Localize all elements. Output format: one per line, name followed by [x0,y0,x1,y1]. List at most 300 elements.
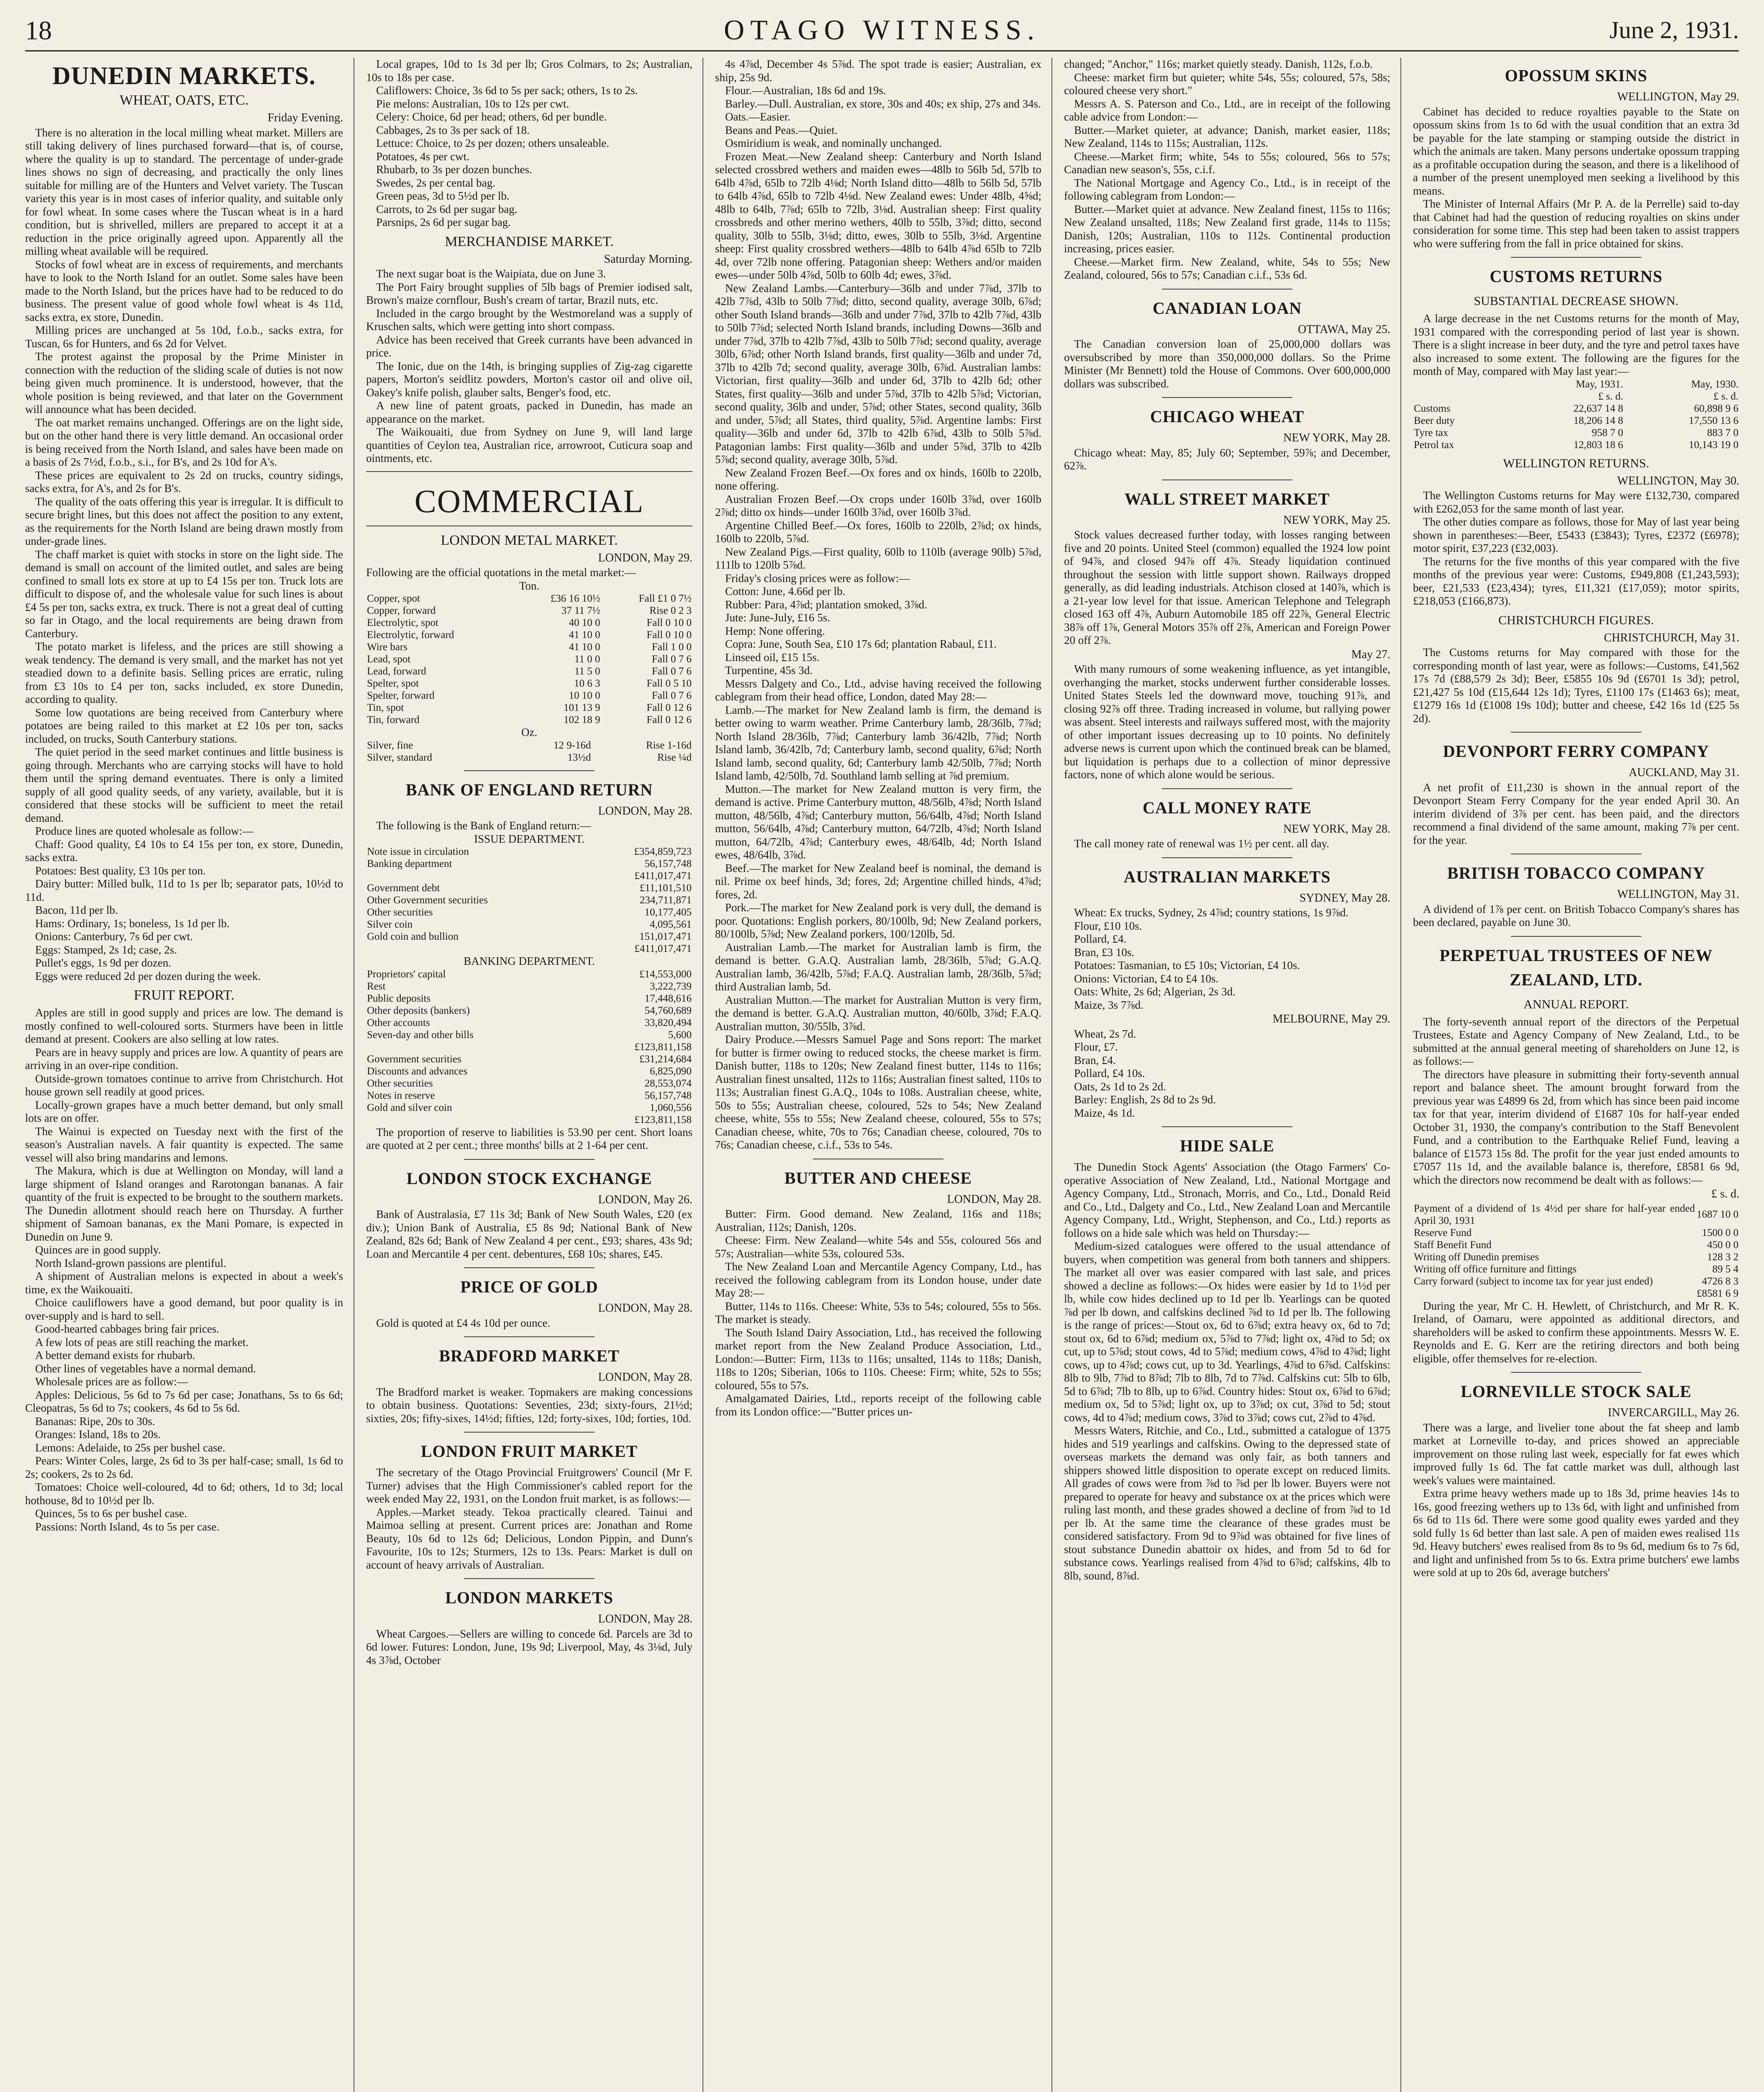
table-cell: 151,017,471 [639,931,692,942]
paragraph: North Island-grown passions are plentiful. [35,1256,226,1269]
table-cell: Tyre tax [1414,427,1449,438]
table-cell: Gold and silver coin [367,1102,452,1113]
paragraph: A dividend of 1⅞ per cent. on British Tobacco Company's shares has been declared, payable on June 30. [1413,902,1739,928]
paragraph: Pears: Winter Coles, large, 2s 6d to 3s per half-case; small, 1s 6d to 2s; cookers, 2s to 2s 6d. [25,1454,343,1480]
table-row [366,882,692,894]
paragraph: Australian Mutton.—The market for Australian Mutton is very firm, the demand is better. G.A.Q. Australian mutton, 40/60lb, 3⅞d; F.A.Q. Australian mutton, 30/55lb, 3⅞d. [715,993,1041,1033]
table-cell: Fall 0 10 0 [646,629,692,641]
column-4 [1064,58,1390,2092]
paragraph: Stocks of fowl wheat are in excess of requirements, and merchants have to look to the North Island for an outlet. Some sales have been made to the North Island, but the prices have had to be reduced to do business. The present value of good whole fowl wheat is 4s 11d, sacks extra, ex store, Dunedin. [25,258,343,323]
table-row [366,617,692,629]
paragraph: Jute: June-July, £16 5s. [725,611,830,624]
paragraph: Pollard, £4. [1074,933,1127,945]
divider [1162,479,1292,480]
paragraph: Cheese.—Market firm; white, 54s to 55s; coloured, 56s to 57s; Canadian new season's, 55s, c.i.f. [1064,150,1390,176]
paragraph: Cotton: June, 4.66d per lb. [725,585,846,597]
paragraph: The other duties compare as follows, those for May of last year being shown in parentheses:—Beer, £5433 (£3843); Tyres, £2372 (£6978); motor spirit, £37,223 (£32,003). [1413,515,1739,554]
call-money-rate-title: CALL MONEY RATE [1143,798,1312,817]
paragraph: A few lots of peas are still reaching the market. [35,1336,249,1349]
paragraph: Bananas: Ripe, 20s to 30s. [35,1415,155,1428]
divider [1162,857,1292,858]
paragraph: Choice cauliflowers have a good demand, but poor quality is in over-supply and is hard to sell. [25,1296,343,1322]
header-cell [1413,378,1509,390]
paragraph: Butter.—Market quiet at advance. New Zealand finest, 115s to 116s; New Zealand unsalted, 118s; New Zealand first grade, 114s to 115s; Danish, 120s; Australian, 110s to 112s. Continental production increasing, prices easier. [1064,203,1390,255]
paragraph: Beans and Peas.—Quiet. [725,123,838,136]
metal-table [366,592,692,726]
dateline: WELLINGTON, May 30. [1617,474,1739,487]
dateline: CHRISTCHURCH, May 31. [1604,631,1739,644]
paragraph: The Makura, which is due at Wellington on Monday, will land a large shipment of Island oranges and Rarotongan bananas. A fair quantity of the fruit is expected to be brought to the southern markets. The Dunedin allotment should reach here on Thursday. A further shipment of Samoan bananas, ex the Mani Pomare, is expected in Dunedin on June 9. [25,1164,343,1243]
paragraph: Cheese.—Market firm. New Zealand, white, 54s to 55s; New Zealand, coloured, 56s to 57s; Canadian c.i.f., 53s 6d. [1064,255,1390,281]
table-row [366,690,692,702]
paragraph: Pie melons: Australian, 10s to 12s per cwt. [376,97,569,110]
table-cell: Fall 0 12 6 [646,714,692,726]
table-cell: Other deposits (bankers) [367,1005,470,1016]
table-cell: 11 0 0 [574,654,600,665]
paragraph: Chaff: Good quality, £4 10s to £4 15s per ton, ex store, Dunedin, sacks extra. [25,838,343,864]
table-cell: 1500 0 0 [1702,1227,1738,1238]
paragraph: Dairy Produce.—Messrs Samuel Page and Sons report: The market for butter is firmer owing to reduced stocks, the cheese market is firm. Danish butter, 118s to 120s; New Zealand finest butter, 114s to 116s; Australian finest unsalted, 112s to 116s; Australian finest salted, 110s to 113s; Australian finest G.A.Q., 104s to 108s. Australian cheese, white, 50s to 55s; Australian cheese, coloured, 52s to 54s; New Zealand cheese, white, 55s to 55s; New Zealand cheese, coloured, 55s to 57s; Canadian cheese, white, 70s to 76s; Canadian cheese, coloured, 70s to 76s; Canadian cheese, c.i.f., 53s to 54s. [715,1033,1041,1151]
paragraph: Cheese: market firm but quieter; white 54s, 55s; coloured, 57s, 58s; coloured cheese very short." [1064,71,1390,97]
table-cell: Spelter, spot [367,678,419,689]
appropriation-table [1413,1202,1739,1300]
table-row [1413,1202,1739,1227]
table-cell: £11,101,510 [639,882,692,894]
table-row [1413,1227,1739,1239]
paragraph: Following are the official quotations in the metal market:— [366,566,636,579]
issue-date: June 2, 1931. [1609,16,1739,44]
price-of-gold-title: PRICE OF GOLD [460,1277,598,1296]
paragraph: Medium-sized catalogues were offered to the usual attendance of buyers, when competition was general from both tanners and shippers. The market all over was easier compared with last sale, and prices showed a decline as follows:—Ox hides were easier by 1d to 1½d per lb, while cow hides declined up to 1d per lb. Yearlings can be quoted ⅞d per lb down, and calfskins declined ⅞d to 1d per lb. The following is the range of prices:—Stout ox, 6d to 6⅞d; extra heavy ox, 6d to 7d; stout ox, 6d to 6⅞d; medium ox, 5⅞d to 7⅞d; light ox, 4⅞d to 5d; ox cut, up to 5⅞d; stout cows, 4d to 5⅞d; medium cows, 4⅞d to 4⅞d; light cows, up to 4⅞d; cows cut, up to 3d. Yearlings, 4⅞d to 6⅞d. Calfskins: 8lb to 9lb, 7⅞d to 8⅞d; 7lb to 8lb, 7d to 7⅞d. Calfskins cut: 5lb to 6lb, 5d to 6⅞d; 7lb to 8lb, up to 6⅞d. Country hides: Stout ox, 6⅞d to 6⅞d; medium ox, 5d to 5⅞d; light ox, up to 3⅞d; ox cut, 3⅞d to 5d; stout cows, 4d to 4⅞d; medium cows, 3⅞d to 3⅞d; cows cut, 2⅞d to 4⅞d. [1064,1240,1390,1424]
paragraph: Apples: Delicious, 5s 6d to 7s 6d per case; Jonathans, 5s to 6s 6d; Cleopatras, 5s 6d to 7s; cookers, 4s 6d to 5s 6d. [25,1388,343,1414]
paragraph: The Port Fairy brought supplies of 5lb bags of Premier iodised salt, Brown's maize cornflour, Bush's cream of tartar, Brazil nuts, etc. [366,280,692,306]
dateline: WELLINGTON, May 29. [1617,90,1739,103]
table-row [366,702,692,714]
dateline: LONDON, May 26. [598,1193,692,1206]
paragraph: The proportion of reserve to liabilities is 53.90 per cent. Short loans are quoted at 2 per cent.; three months' bills at 2 1-64 per cent. [366,1125,692,1151]
paragraph: Frozen Meat.—New Zealand sheep: Canterbury and North Island selected crossbred wethers and maiden ewes—48lb to 56lb 5d, 57lb to 64lb 4⅞d, 65lb to 72lb 4⅛d; North Island ditto—48lb to 56lb 5d, 57lb to 64lb 4⅞d, 65lb to 72lb 4⅛d. New Zealand ewes: Under 48lb, 4⅝d; 48lb to 64lb, 7⅞d; 65lb to 72lb, 3⅛d. Australian sheep: First quality crossbreds and other merino wethers, 40lb to 55lb, 3⅞d; ditto, second quality, 30lb to 55lb, 3⅛d; ditto, ewes, 30lb to 55lb, 3⅛d. Argentine sheep: First quality crossbred wethers—48lb to 64lb 4⅞d 65lb to 72lb 4d, over 72lb none offering. Patagonian sheep: Wethers and/or maiden ewes—under 50lb 4⅞d, 50lb to 60lb 4d; ewes, 3⅞d. [715,150,1041,281]
paragraph: Milling prices are unchanged at 5s 10d, f.o.b., sacks extra, for Tuscan, 6s for Hunters, and 6s 2d for Velvet. [25,324,343,350]
table-cell [366,943,586,955]
customs-table [1413,378,1739,451]
paragraph: Pears are in heavy supply and prices are low. A quantity of pears are arriving in an over-ripe condition. [25,1046,343,1072]
paragraph: Butter, 114s to 116s. Cheese: White, 53s to 54s; coloured, 55s to 56s. The market is steady. [715,1300,1041,1325]
divider [1162,788,1292,789]
paragraph: Carrots, to 2s 6d per sugar bag. [376,203,518,215]
paragraph: A better demand exists for rhubarb. [35,1349,195,1361]
table-row [1413,1275,1739,1287]
paragraph: New Zealand Lambs.—Canterbury—36lb and under 7⅞d, 37lb to 42lb 7⅞d, 43lb to 50lb 7⅞d; ditto, second quality, average 30lb, 6⅞d; other South Island brands—36lb and under 7⅞d, 37lb to 42lb 7⅞d, 43lb to 50lb 7⅞d; selected North Island brands, including Downs—36lb and under 7⅞d, 37lb to 42lb 7⅞d, 43lb to 50lb 7⅞d; second quality, average 30lb, 6⅞d; other North Island brands, first quality—36lb and under 7d, 37lb to 42lb 7d; second quality, average 30lb, 6⅞d. Australian lambs: Victorian, first quality—36lb and under 6d, 37lb to 42lb 6d; other States, first quality—36lb and under 5⅞d, 37lb to 42lb 5⅞d; Victorian, second quality, 36lb and under, 5⅞d; other States, second quality, 36lb and under, 5⅞d; all States, third quality, 5⅞d. Argentine lambs: First quality—36lb and under 6d, 37lb to 42lb 6⅞d, 43lb to 50lb 5⅞d. Patagonian lambs: First quality—36lb and under 5⅞d, 37lb to 42lb 5⅞d; second quality, average 30lb, 5⅞d. [715,282,1041,466]
paragraph: A shipment of Australian melons is expected in about a week's time, ex the Waikouaiti. [25,1270,343,1296]
paragraph: There is no alteration in the local milling wheat market. Millers are still taking delivery of lines purchased forward—that is, of course, where the quality is up to standard. The percentage of under-grade lines shows no sign of decreasing, and practically the only lines suitable for milling are of the Hunters and Velvet variety. The Tuscan variety this year is in most cases of inferior quality, and suitable only for fowl wheat. In some cases where the Tuscan wheat is in a hard condition, but is shrivelled, millers are prepared to accept it at a reduction in the price originally agreed upon. Apparently all the milling wheat available will be required. [25,126,343,257]
table-row [1413,1263,1739,1275]
table-cell: Beer duty [1414,415,1455,426]
lorneville-stock-sale-title: LORNEVILLE STOCK SALE [1461,1382,1692,1401]
banking-department-title: BANKING DEPARTMENT. [464,955,595,967]
table-row [366,739,692,751]
table-cell: Spelter, forward [367,690,435,701]
paragraph: changed; "Anchor," 116s; market quietly steady. Danish, 112s, f.o.b. [1064,58,1373,70]
paragraph: Argentine Chilled Beef.—Ox fores, 160lb to 220lb, 2⅞d; ox hinds, 160lb to 220lb, 5⅞d. [715,519,1041,545]
dateline: AUCKLAND, May 31. [1628,766,1739,779]
table-cell: 12 9-16d [553,739,591,751]
paragraph: Included in the cargo brought by the Westmoreland was a supply of Kruschen salts, which were getting into short compass. [366,307,692,333]
table-cell: Tin, forward [367,714,420,726]
paragraph: Wheat: Ex trucks, Sydney, 2s 4⅞d; country stations, 1s 9⅞d. [1074,906,1349,919]
paragraph: Good-hearted cabbages bring fair prices. [35,1323,220,1335]
paragraph: Rhubarb, to 3s per dozen bunches. [376,163,532,176]
paragraph: The Waikouaiti, due from Sydney on June 9, will land large quantities of Ceylon tea, Australian rice, arrowroot, Cuticura soap and ointments, etc. [366,426,692,464]
table-cell: 54,760,689 [644,1005,692,1016]
table-cell: Banking department [367,858,452,869]
paragraph: Eggs: Stamped, 2s 1d; case, 2s. [35,943,177,956]
divider [1162,289,1292,290]
paragraph: A net profit of £11,230 is shown in the annual report of the Devonport Steam Ferry Company for the year ended April 30. An interim dividend of 3⅞ per cent. has been paid, and the directors recommend a final dividend of the same amount, making 7⅞ per cent. for the year. [1413,781,1739,846]
merchandise-market-title: MERCHANDISE MARKET. [445,233,614,249]
table-cell: 234,711,871 [639,895,692,906]
table-row [366,918,692,931]
table-cell: 60,898 9 6 [1694,403,1738,414]
table-cell: 56,157,748 [644,1090,692,1101]
table-cell: £36 16 10½ [550,593,600,604]
paragraph: Wholesale prices are as follow:— [35,1375,188,1388]
paragraph: The forty-seventh annual report of the directors of the Perpetual Trustees, Estate and Agency Company of New Zealand, Ltd., to be submitted at the annual general meeting of shareholders on June 12, is as follows:— [1413,1015,1739,1067]
table-cell: 102 18 9 [563,714,600,726]
table-cell: Discounts and advances [367,1065,468,1077]
paragraph: Dairy butter: Milled bulk, 11d to 1s per lb; separator pats, 10½d to 11d. [25,877,343,903]
annual-report-subtitle: ANNUAL REPORT. [1523,997,1629,1011]
paragraph: Australian Frozen Beef.—Ox crops under 160lb 3⅞d, over 160lb 2⅞d; ditto ox hinds—under 160lb 3⅞d, over 160lb 3⅞d. [715,492,1041,518]
dairy-cables-continued [1064,58,1390,282]
table-cell: 41 10 0 [569,641,600,653]
table-cell: Rise 1-16d [646,739,692,751]
dateline: MELBOURNE, May 29. [1272,1013,1390,1025]
table-cell: 89 5 4 [1712,1263,1738,1275]
table-row [1413,439,1739,451]
table-row [366,992,692,1005]
opossum-skins-title: OPOSSUM SKINS [1505,66,1648,85]
dateline: LONDON, May 28. [598,1613,692,1625]
table-cell: 4726 8 3 [1702,1275,1738,1287]
table-cell: 1687 10 0 [1697,1209,1738,1220]
paragraph: Wheat, 2s 7d. [1074,1027,1136,1040]
butter-and-cheese-report [715,1208,1041,1418]
table-row [366,980,692,992]
paragraph: The call money rate of renewal was 1½ per cent. all day. [1074,837,1329,850]
table-cell: 22,637 14 8 [1573,403,1623,414]
dateline: LONDON, May 28. [598,1302,692,1315]
paragraph: The Wellington Customs returns for May were £132,730, compared with £262,053 for the same month of last year. [1413,489,1739,515]
paragraph: Turpentine, 45s 3d. [725,664,813,677]
table-cell: £123,811,158 [634,1114,692,1125]
paragraph: Beef.—The market for New Zealand beef is nominal, the demand is nil. Prime ox beef hinds, 3d; fores, 2d; Argentine chilled hinds, 4⅞d; fores, 2d. [715,861,1041,901]
paragraph: Maize, 3s 7⅞d. [1074,998,1144,1011]
paragraph: The quality of the oats offering this year is irregular. It is difficult to secure bright lines, but this does not affect the position to any extent, as the requirements for the North Island are being drawn mostly from under-grade lines. [25,495,343,547]
paragraph: Potatoes, 4s per cwt. [376,150,469,163]
table-cell: Government debt [367,882,440,894]
dateline: INVERCARGILL, May 26. [1608,1406,1739,1419]
table-row [366,906,692,918]
paragraph: Rubber: Para, 4⅞d; plantation smoked, 3⅞d. [725,598,927,611]
london-markets-continued [715,58,1041,1152]
table-cell: 4,095,561 [650,919,692,930]
table-cell: £354,859,723 [634,846,692,857]
table-cell: 17,550 13 6 [1689,415,1738,426]
bank-of-england-title: BANK OF ENGLAND RETURN [405,780,653,799]
paragraph: Flour, £7. [1074,1041,1118,1053]
table-cell: Other accounts [367,1017,430,1028]
paragraph: Hemp: None offering. [725,624,825,637]
paragraph: Lemons: Adelaide, to 25s per bushel case. [35,1441,226,1454]
table-row [1413,1287,1739,1300]
paragraph: Oats: White, 2s 6d; Algerian, 2s 3d. [1074,985,1236,998]
column-5 [1413,58,1739,2092]
paragraph: New Zealand Frozen Beef.—Ox fores and ox hinds, 160lb to 220lb, none offering. [715,466,1041,492]
table-header [1413,390,1739,403]
banking-table [366,968,692,1126]
divider [1511,1372,1641,1373]
divider [366,471,692,472]
table-row [366,653,692,665]
paragraph: Copra: June, South Sea, £10 17s 6d; plantation Rabaul, £11. [725,638,997,650]
paragraph: Maize, 4s 1d. [1074,1106,1135,1119]
table-cell: £411,017,471 [634,943,692,954]
paragraph: The National Mortgage and Agency Co., Ltd., is in receipt of the following cablegram from London:— [1064,176,1390,202]
divider [1162,1126,1292,1127]
silver-table [366,739,692,764]
table-cell: 3,222,739 [650,980,692,992]
dateline: LONDON, May 28. [598,804,692,818]
unit-label: Oz. [521,726,538,738]
divider [464,1432,595,1433]
table-cell: Fall 0 7 6 [651,654,692,665]
table-row [366,677,692,690]
paragraph: Some low quotations are being received from Canterbury where potatoes are being railed to this market at £2 10s per ton, sacks included, on trucks, South Canterbury stations. [25,706,343,745]
paragraph: Onions: Victorian, £4 to £4 10s. [1074,972,1219,985]
paragraph: Linseed oil, £15 15s. [725,651,820,664]
table-row [366,1065,692,1077]
table-cell: Other Government securities [367,895,488,906]
table-row [1413,427,1739,439]
divider [1511,257,1641,258]
wheat-report [25,126,343,983]
table-cell: Silver, fine [367,739,413,751]
paragraph: 4s 4⅞d, December 4s 5⅞d. The spot trade is easier; Australian, ex ship, 25s 9d. [715,58,1041,84]
dunedin-markets-title: DUNEDIN MARKETS. [52,62,316,90]
british-tobacco-title: BRITISH TOBACCO COMPANY [1447,864,1705,882]
paragraph: Bran, £4. [1074,1054,1116,1067]
table-cell: 10 10 0 [569,690,600,701]
table-row [366,1090,692,1102]
table-cell: 17,448,616 [644,992,692,1004]
table-cell: Lead, forward [367,666,426,677]
paragraph: Pollard, £4 10s. [1074,1067,1145,1079]
perpetual-trustees-title: PERPETUAL TRUSTEES OF NEW ZEALAND, LTD. [1439,946,1713,989]
divider [1162,397,1292,398]
table-row [366,641,692,653]
paragraph: Produce lines are quoted wholesale as follow:— [35,825,254,837]
paragraph: During the year, Mr C. H. Hewlett, of Christchurch, and Mr R. K. Ireland, of Oamaru, were appointed as additional directors, and shareholders will be asked to confirm these appointments. Messrs W. E. Reynolds and E. G. Kerr are the retiring directors and both being eligible, offer themselves for re-election. [1413,1299,1739,1365]
paragraph: The next sugar boat is the Waipiata, due on June 3. [376,267,606,280]
table-cell: Notes in reserve [367,1090,435,1101]
dateline: LONDON, May 28. [947,1192,1041,1206]
paragraph: Pullet's eggs, 1s 9d per dozen. [35,956,172,969]
table-cell: Fall 0 5 10 [646,678,692,689]
table-cell: Tin, spot [367,702,404,713]
masthead [25,10,1739,51]
paragraph: Oats, 2s 1d to 2s 2d. [1074,1080,1166,1093]
issue-department-title: ISSUE DEPARTMENT. [474,832,585,845]
paragraph: Flour, £10 10s. [1074,919,1142,932]
table-cell: £14,553,000 [639,968,692,980]
paragraph: Wheat Cargoes.—Sellers are willing to concede 6d. Parcels are 3d to 6d lower. Futures: London, June, 19s 9d; Liverpool, May, 4s 3⅛d, July 4s 3⅞d, October [366,1627,692,1666]
table-cell: 5,600 [668,1029,692,1041]
table-cell: Gold coin and bullion [367,931,459,942]
paragraph: Passions: North Island, 4s to 5s per case. [35,1520,220,1533]
table-cell [366,1114,577,1126]
table-cell: 128 3 2 [1707,1251,1738,1263]
table-cell: Reserve Fund [1414,1227,1472,1238]
table-row [366,1029,692,1041]
table-cell: £411,017,471 [634,870,692,882]
table-cell: Proprietors' capital [367,968,446,980]
paragraph: Eggs were reduced 2d per dozen during the week. [35,969,261,982]
table-cell: 33,820,494 [644,1017,692,1028]
table-row [366,629,692,641]
devonport-ferry-title: DEVONPORT FERRY COMPANY [1443,742,1710,761]
table-row [366,592,692,605]
paragraph: The South Island Dairy Association, Ltd., has received the following market report from the New Zealand Produce Association, Ltd., London:—Butter: Firm, 113s to 116s; unsalted, 114s to 118s; Danish, 118s to 120s; Siberian, 106s to 110s. Cheese: Firm; white, 52s to 55s; coloured, 55s to 57s. [715,1326,1041,1392]
table-cell: 41 10 0 [569,629,600,641]
paragraph: Amalgamated Dairies, Ltd., reports receipt of the following cable from its London office:—"Butter prices un- [715,1392,1041,1418]
dateline: NEW YORK, May 25. [1283,513,1390,527]
table-header [1413,378,1739,390]
paragraph: The Ionic, due on the 14th, is bringing supplies of Zig-zag cigarette papers, Morton's seidlitz powders, Morton's castor oil and olive oil, Oakey's knife polish, glauber salts, Benger's food, etc. [366,359,692,399]
paragraph: Bank of Australasia, £7 11s 3d; Bank of New South Wales, £20 (ex div.); Union Bank of Australia, £5 8s 9d; National Bank of New Zealand, 82s 6d; Bank of New Zealand 4 per cent., £93; shares, 43s 9d; Loan and Mercantile 4 per cent. debentures, £68 10s; shares, £45. [366,1208,692,1260]
paragraph: Chicago wheat: May, 85; July 60; September, 59⅞; and December, 62⅞. [1064,446,1390,472]
paragraph: The oat market remains unchanged. Offerings are on the light side, but on the other hand there is very little demand. An occasional order is being received from the North Island, and sales have been made on a basis of 2s 7½d, f.o.b., s.i., for B's, and 2s 10d for A's. [25,416,343,468]
table-cell: 10,143 19 0 [1689,439,1738,451]
paragraph: Butter: Firm. Good demand. New Zealand, 116s and 118s; Australian, 112s; Danish, 120s. [715,1208,1041,1233]
table-cell: Seven-day and other bills [367,1029,474,1041]
table-row [1413,1251,1739,1263]
table-cell: Copper, spot [367,593,420,604]
table-cell: Staff Benefit Fund [1414,1239,1492,1251]
paragraph: Australian Lamb.—The market for Australian lamb is firm, the demand is better. G.A.Q. Australian lamb, 28/36lb, 5⅞d; G.A.Q. Australian lamb, 36/42lb, 5⅞d; F.A.Q. Australian lamb, 28/36lb, 5⅞d; third Australian lamb, 5d. [715,941,1041,993]
london-stock-exchange-title: LONDON STOCK EXCHANGE [406,1169,652,1188]
column-rule [1400,58,1401,2092]
table-cell: 40 10 0 [569,617,600,628]
paragraph: Califlowers: Choice, 3s 6d to 5s per sack; others, 1s to 2s. [376,84,638,97]
table-cell [1413,1287,1696,1300]
paragraph: Bacon, 11d per lb. [35,904,118,916]
dateline: WELLINGTON, May 31. [1617,888,1739,901]
unit-label: £ s. d. [1711,1187,1739,1200]
paragraph: Local grapes, 10d to 1s 3d per lb; Gros Colmars, to 2s; Australian, 10s to 18s per case. [366,58,692,84]
paragraph: Locally-grown grapes have a much better demand, but only small lots are on offer. [25,1098,343,1124]
paragraph: Other lines of vegetables have a normal demand. [35,1362,256,1375]
paragraph: Quinces, 5s to 6s per bushel case. [35,1507,187,1520]
paragraph: The following is the Bank of England return:— [376,819,591,832]
fruit-prices-continued [366,58,692,229]
paragraph: Cheese: Firm. New Zealand—white 54s and 55s, coloured 56s and 57s; Australian—white 53s, coloured 53s. [715,1234,1041,1260]
australian-markets-title: AUSTRALIAN MARKETS [1123,867,1331,886]
paragraph: A large decrease in the net Customs returns for the month of May, 1931 compared with the corresponding period of last year is shown. There is a slight increase in beer duty, and the tyre and petrol taxes have also increased to some extent. The following are the figures for the month of May, compared with May last year:— [1413,312,1739,377]
table-cell: 450 0 0 [1707,1239,1738,1251]
table-cell: Government securities [367,1053,462,1065]
paragraph: Messrs A. S. Paterson and Co., Ltd., are in receipt of the following cable advice from London:— [1064,97,1390,123]
paragraph: With many rumours of some weakening influence, as yet intangible, overhanging the market, stocks underwent further considerable losses. United States Steels led the downward move, touching 91⅞, and closing 92⅞ off three. Trading increased in volume, but rallying power was absent. Steel interests and railways suffered most, with the majority of other important issues decreasing up to 10 points. No definitely adverse news is current upon which the continued break can be blamed, but liquidation is perhaps due to a collection of minor depressive factors, none of which alone would be serious. [1064,663,1390,781]
paragraph: Flour.—Australian, 18s 6d and 19s. [725,84,886,97]
paragraph: Stock values decreased further today, with losses ranging between five and 20 points. United Steel (common) equalled the 1924 low point of 94⅞, and closed 94⅞ off 4⅞. Steady liquidation continued throughout the session with little support shown. Railways dropped generally, as did leading industrials. Atchison closed at 140⅞, which is a 21-year low level for that issue. American Telephone and Telegraph closed 163 off 4⅞, Auburn Automobile 185 off 22⅞, General Electric 38⅞ off 1⅞, General Motors 35⅞ off 2⅞, American and Foreign Power 20 off 2⅞. [1064,528,1390,646]
table-cell: Rise ¼d [657,751,692,763]
paragraph: Onions: Canterbury, 7s 6d per cwt. [35,930,193,943]
issue-table [366,846,692,955]
table-cell: Lead, spot [367,654,411,665]
paragraph: The New Zealand Loan and Mercantile Agency Company, Ltd., has received the following cablegram from its London house, under date May 28:— [715,1260,1041,1299]
hide-sale-title: HIDE SALE [1180,1136,1274,1155]
table-cell: 958 7 0 [1592,427,1623,438]
newspaper-name: OTAGO WITNESS. [724,14,1040,46]
table-cell: 883 7 0 [1707,427,1738,438]
table-cell: £123,811,158 [634,1041,692,1053]
paragraph: Gold is quoted at £4 4s 10d per ounce. [376,1316,551,1329]
divider [464,770,595,771]
paragraph: Outside-grown tomatoes continue to arrive from Christchurch. Hot house grown sell readily at good prices. [25,1072,343,1098]
commercial-heading: COMMERCIAL [414,482,644,519]
header-cell [1413,390,1509,403]
table-row [1413,403,1739,415]
fruit-report-title: FRUIT REPORT. [133,987,235,1003]
paragraph: Apples.—Market steady. Tekoa practically cleared. Tainui and Maimoa selling at present. Current prices are: Jonathan and Rome Beauty, 10s 6d to 12s 6d; Delicious, London Pippin, and Dunn's Favourite, 10s to 12s; Sturmers, 12s to 13s. Pears: Market is dull on account of heavy arrivals of Australian. [366,1505,692,1571]
table-row [366,931,692,943]
table-cell: 10,177,405 [644,907,692,918]
table-cell: Rest [367,980,386,992]
table-cell: 37 11 7½ [561,605,600,616]
table-cell [366,870,586,882]
table-row [1413,415,1739,427]
dateline: NEW YORK, May 28. [1283,822,1390,836]
table-row [366,1114,692,1126]
table-cell: Fall 1 0 0 [651,641,692,653]
paragraph: Swedes, 2s per cental bag. [376,176,495,189]
paragraph: Mutton.—The market for New Zealand mutton is very firm, the demand is active. Prime Canterbury mutton, 48/56lb, 4⅞d; North Island mutton, 48/56lb, 4⅞d; Canterbury mutton, 56/64lb, 4⅞d; North Island mutton, 56/64lb, 4⅞d; Canterbury mutton, 64/72lb, 4⅞d; North Island mutton, 64/72lb, 4⅞d; Canterbury ewes, 48/64lb, 4d; North Island ewes, 48/64lb, 3⅞d. [715,782,1041,861]
dateline: OTTAWA, May 25. [1297,323,1390,336]
table-row [366,943,692,955]
table-cell: Writing off office furniture and fittings [1414,1263,1577,1275]
table-row [366,714,692,726]
paragraph: The secretary of the Otago Provincial Fruitgrowers' Council (Mr F. Turner) advises that the High Commissioner's cabled report for the week ended May 22, 1931, on the London fruit market, is as follows:— [366,1466,692,1505]
canadian-loan-title: CANADIAN LOAN [1152,298,1302,318]
table-row [366,1053,692,1065]
table-cell: Fall 0 12 6 [646,702,692,713]
paragraph: The directors have pleasure in submitting their forty-seventh annual report and balance sheet. The amount brought forward from the previous year was £4899 6s 2d, from which has since been paid income tax for that year, interim dividend of £1687 10s for half-year ended October 31, 1930, the company's contribution to the Staff Benevolent Fund, and a contribution to the Earthquake Relief Fund, leaving a balance of £1573 15s 8d. The profit for the year just ended amounts to £7057 11s 1d, and the available balance is, therefore, £8581 6s 9d, which the directors now recommend be dealt with as follows:— [1413,1068,1739,1186]
table-cell: 13½d [567,751,591,763]
table-cell: Fall 0 7 6 [651,666,692,677]
table-cell: Fall 0 10 0 [646,617,692,628]
table-cell: 11 5 0 [574,666,600,677]
table-row [366,605,692,617]
paragraph: Apples are still in good supply and prices are low. The demand is mostly confined to well-coloured sorts. Sturmers have been in little demand at present. Cookers are also selling at low rates. [25,1006,343,1045]
divider [464,1159,595,1160]
table-cell: 28,553,074 [644,1077,692,1089]
column-3 [715,58,1041,2092]
paragraph: The returns for the five months of this year compared with the five months of the previous year were: Customs, £949,808 (£1,243,593); beer, £21,533 (£23,434); tyres, £11,321 (£17,059); motor spirits, £218,053 (£166,873). [1413,555,1739,607]
divider [1511,732,1641,733]
paragraph: The protest against the proposal by the Prime Minister in connection with the reduction of the sliding scale of duties is not now being given much prominence. It is understood, however, that the whole position is being reviewed, and that later on the Government will announce what has been decided. [25,350,343,415]
london-markets-title: LONDON MARKETS [445,1588,613,1607]
dateline: NEW YORK, May 28. [1283,431,1390,444]
